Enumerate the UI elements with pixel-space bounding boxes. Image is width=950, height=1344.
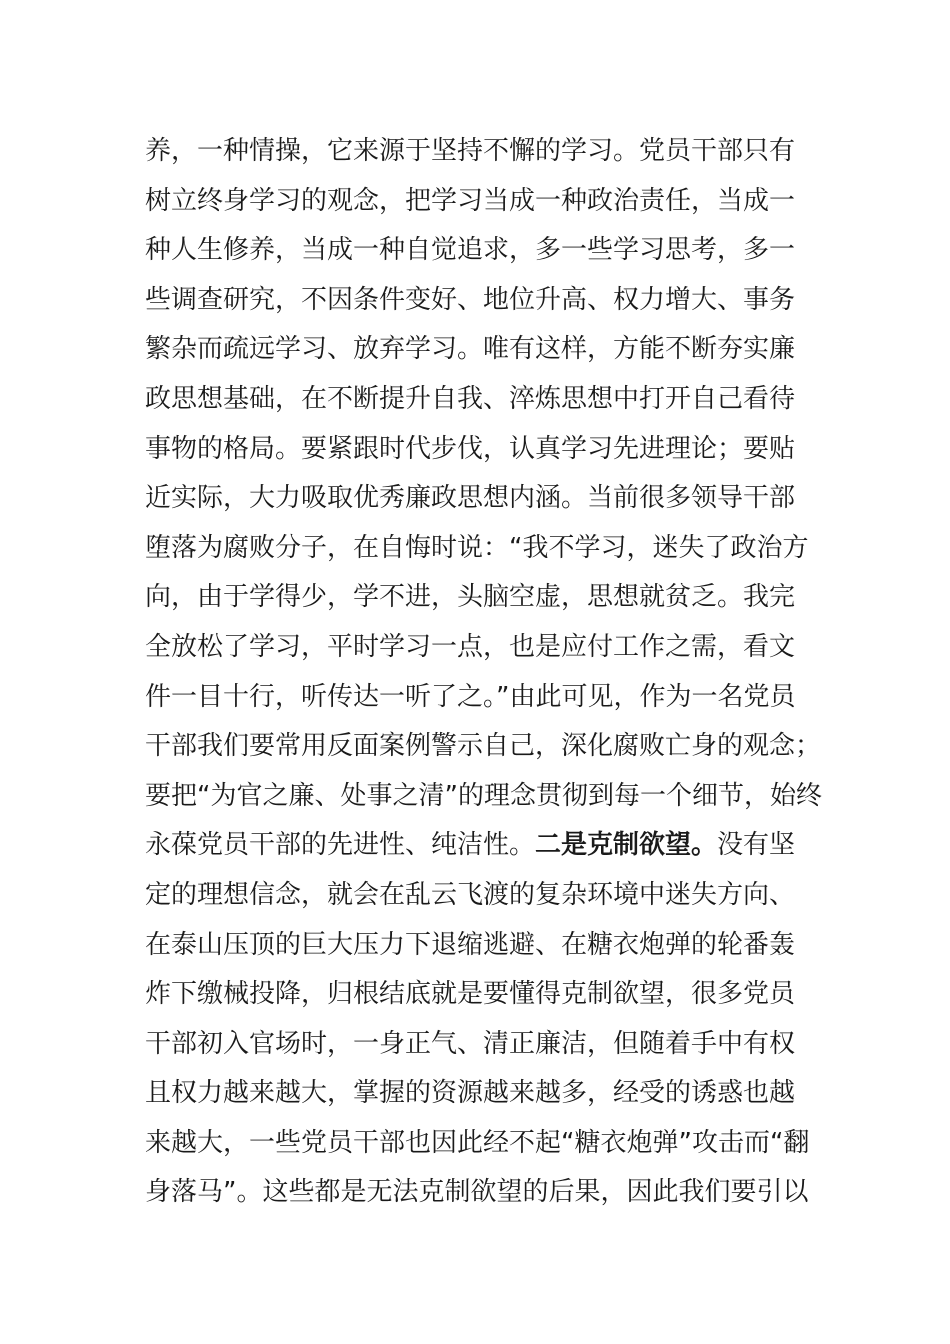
text-line: 且权力越来越大，掌握的资源越来越多，经受的诱惑也越 <box>145 1078 796 1109</box>
text-line: 全放松了学习，平时学习一点，也是应付工作之需，看文 <box>145 631 796 662</box>
text-line: 件一目十行，听传达一听了之。”由此可见，作为一名党员 <box>145 681 796 712</box>
text-line: 堕落为腐败分子，在自悔时说：“我不学习，迷失了政治方 <box>145 532 809 563</box>
text-line: 政思想基础，在不断提升自我、淬炼思想中打开自己看待 <box>145 383 796 414</box>
section-heading-inline: 二是克制欲望。 <box>535 830 718 861</box>
text-line: 在泰山压顶的巨大压力下退缩逃避、在糖衣炮弹的轮番轰 <box>145 929 796 960</box>
text-line: 来越大，一些党员干部也因此经不起“糖衣炮弹”攻击而“翻 <box>145 1127 810 1158</box>
body-paragraph <box>145 127 825 1218</box>
text-line: 近实际，大力吸取优秀廉政思想内涵。当前很多领导干部 <box>145 483 796 514</box>
text-line: 炸下缴械投降，归根结底就是要懂得克制欲望，很多党员 <box>145 979 796 1010</box>
text-line: 干部我们要常用反面案例警示自己，深化腐败亡身的观念； <box>145 731 822 762</box>
text-line: 身落马”。这些都是无法克制欲望的后果，因此我们要引以 <box>145 1177 809 1208</box>
text-line: 干部初入官场时，一身正气、清正廉洁，但随着手中有权 <box>145 1028 796 1059</box>
text-line-with-heading <box>145 821 825 871</box>
text-line: 向，由于学得少，学不进，头脑空虚，思想就贫乏。我完 <box>145 582 796 613</box>
text-line: 定的理想信念，就会在乱云飞渡的复杂环境中迷失方向、 <box>145 879 796 910</box>
text-line: 要把“为官之廉、处事之清”的理念贯彻到每一个细节，始终 <box>145 780 822 811</box>
text-line: 些调查研究，不因条件变好、地位升高、权力增大、事务 <box>145 284 796 315</box>
text-line: 养，一种情操，它来源于坚持不懈的学习。党员干部只有 <box>145 136 796 166</box>
line-text-before: 永葆党员干部的先进性、纯洁性。 <box>145 830 536 861</box>
text-line: 种人生修养，当成一种自觉追求，多一些学习思考，多一 <box>145 235 796 266</box>
line-text-after: 没有坚 <box>717 830 796 861</box>
text-line: 树立终身学习的观念，把学习当成一种政治责任，当成一 <box>145 185 796 216</box>
text-line: 事物的格局。要紧跟时代步伐，认真学习先进理论；要贴 <box>145 433 796 464</box>
text-line: 繁杂而疏远学习、放弃学习。唯有这样，方能不断夯实廉 <box>145 334 796 365</box>
